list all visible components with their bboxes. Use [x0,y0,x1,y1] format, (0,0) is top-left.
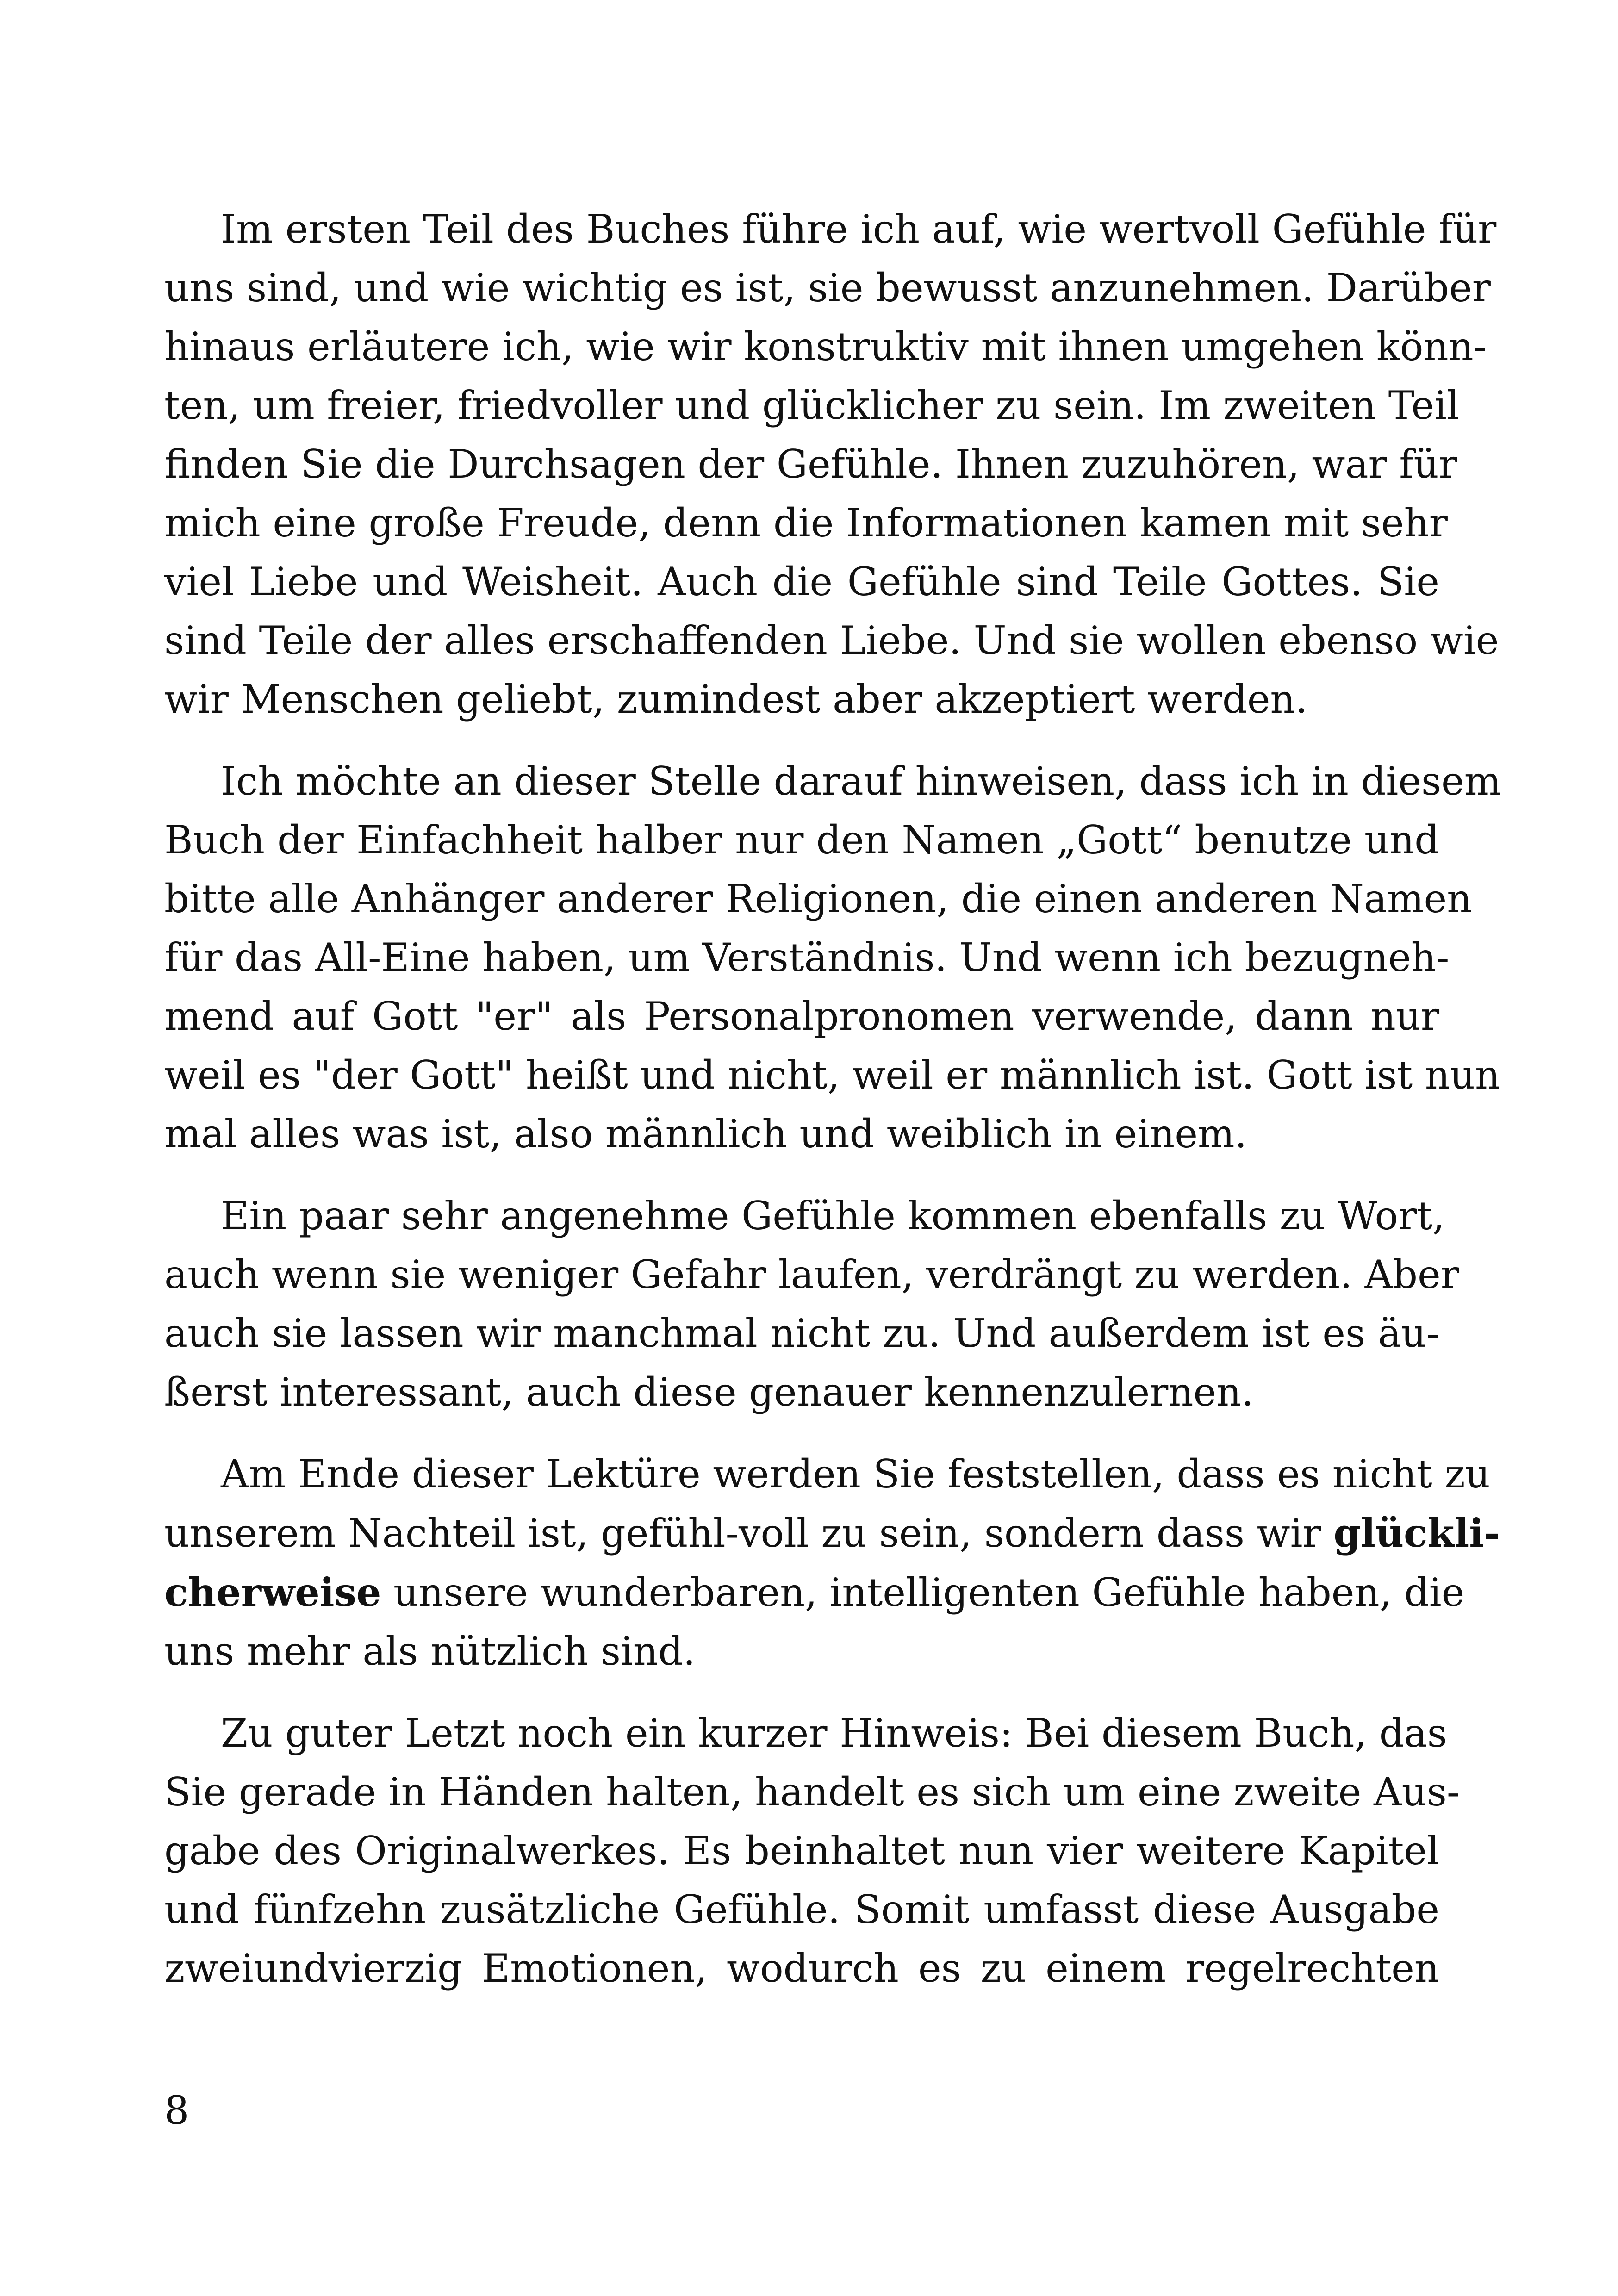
text-line: Buch der Einfachheit halber nur den Namen „Gott“ benutze und [164,817,1439,863]
text-line: für das All-Eine haben, um Verständnis. Und wenn ich bezugneh- [164,935,1450,980]
text-line: Im ersten Teil des Buches führe ich auf, wie wertvoll Gefühle für [221,206,1497,252]
text-line: Ein paar sehr angenehme Gefühle kommen ebenfalls zu Wort, [221,1193,1445,1238]
text-segment: unsere wunderbaren, intelligenten Gefühle haben, die [381,1570,1465,1615]
text-line: und fünfzehn zusätzliche Gefühle. Somit umfasst diese Ausgabe [164,1887,1439,1932]
text-line: mich eine große Freude, denn die Informationen kamen mit sehr [164,500,1448,546]
bold-word-part: cherweise [164,1569,381,1615]
text-line: mal alles was ist, also männlich und weiblich in einem. [164,1111,1247,1157]
text-line [164,1563,1465,1622]
text-line: auch wenn sie weniger Gefahr laufen, verdrängt zu werden. Aber [164,1252,1459,1297]
paragraph-2 [164,752,1501,1164]
text-line: viel Liebe und Weisheit. Auch die Gefühle sind Teile Gottes. Sie [164,559,1439,604]
text-line: uns mehr als nützlich sind. [164,1629,696,1674]
text-line: ten, um freier, friedvoller und glücklicher zu sein. Im zweiten Teil [164,383,1459,428]
paragraph-3 [164,1187,1459,1422]
bold-word-part: glückli- [1333,1510,1500,1556]
text-line: gabe des Originalwerkes. Es beinhaltet nun vier weitere Kapitel [164,1828,1439,1873]
paragraph-1 [164,200,1499,729]
text-line: Sie gerade in Händen halten, handelt es sich um eine zweite Aus- [164,1769,1460,1815]
text-line: Ich möchte an dieser Stelle darauf hinweisen, dass ich in diesem [221,759,1501,804]
text-line: finden Sie die Durchsagen der Gefühle. Ihnen zuzuhören, war für [164,442,1457,487]
paragraph-4 [164,1445,1500,1681]
text-line: wir Menschen geliebt, zumindest aber akzeptiert werden. [164,677,1308,722]
text-segment: unserem Nachteil ist, gefühl-voll zu sein, sondern dass wir [164,1511,1334,1556]
text-line: Am Ende dieser Lektüre werden Sie feststellen, dass es nicht zu [221,1451,1490,1497]
text-line [164,1504,1500,1563]
text-line: ßerst interessant, auch diese genauer kennenzulernen. [164,1369,1254,1415]
text-line: sind Teile der alles erschaffenden Liebe. Und sie wollen ebenso wie [164,618,1499,663]
text-line: zweiundvierzig Emotionen, wodurch es zu einem regelrechten [164,1946,1439,1991]
text-line: auch sie lassen wir manchmal nicht zu. Und außerdem ist es äu- [164,1311,1439,1356]
text-line: weil es "der Gott" heißt und nicht, weil er männlich ist. Gott ist nun [164,1052,1500,1098]
page-number: 8 [164,2088,189,2133]
text-line: mend auf Gott "er" als Personalpronomen verwende, dann nur [164,994,1439,1039]
text-line: hinaus erläutere ich, wie wir konstruktiv mit ihnen umgehen könn- [164,324,1487,369]
paragraph-5 [164,1704,1460,1998]
text-line: bitte alle Anhänger anderer Religionen, die einen anderen Namen [164,876,1472,921]
text-line: Zu guter Letzt noch ein kurzer Hinweis: Bei diesem Buch, das [221,1711,1447,1756]
body-text [164,200,1501,2021]
text-line: uns sind, und wie wichtig es ist, sie bewusst anzunehmen. Darüber [164,265,1491,311]
